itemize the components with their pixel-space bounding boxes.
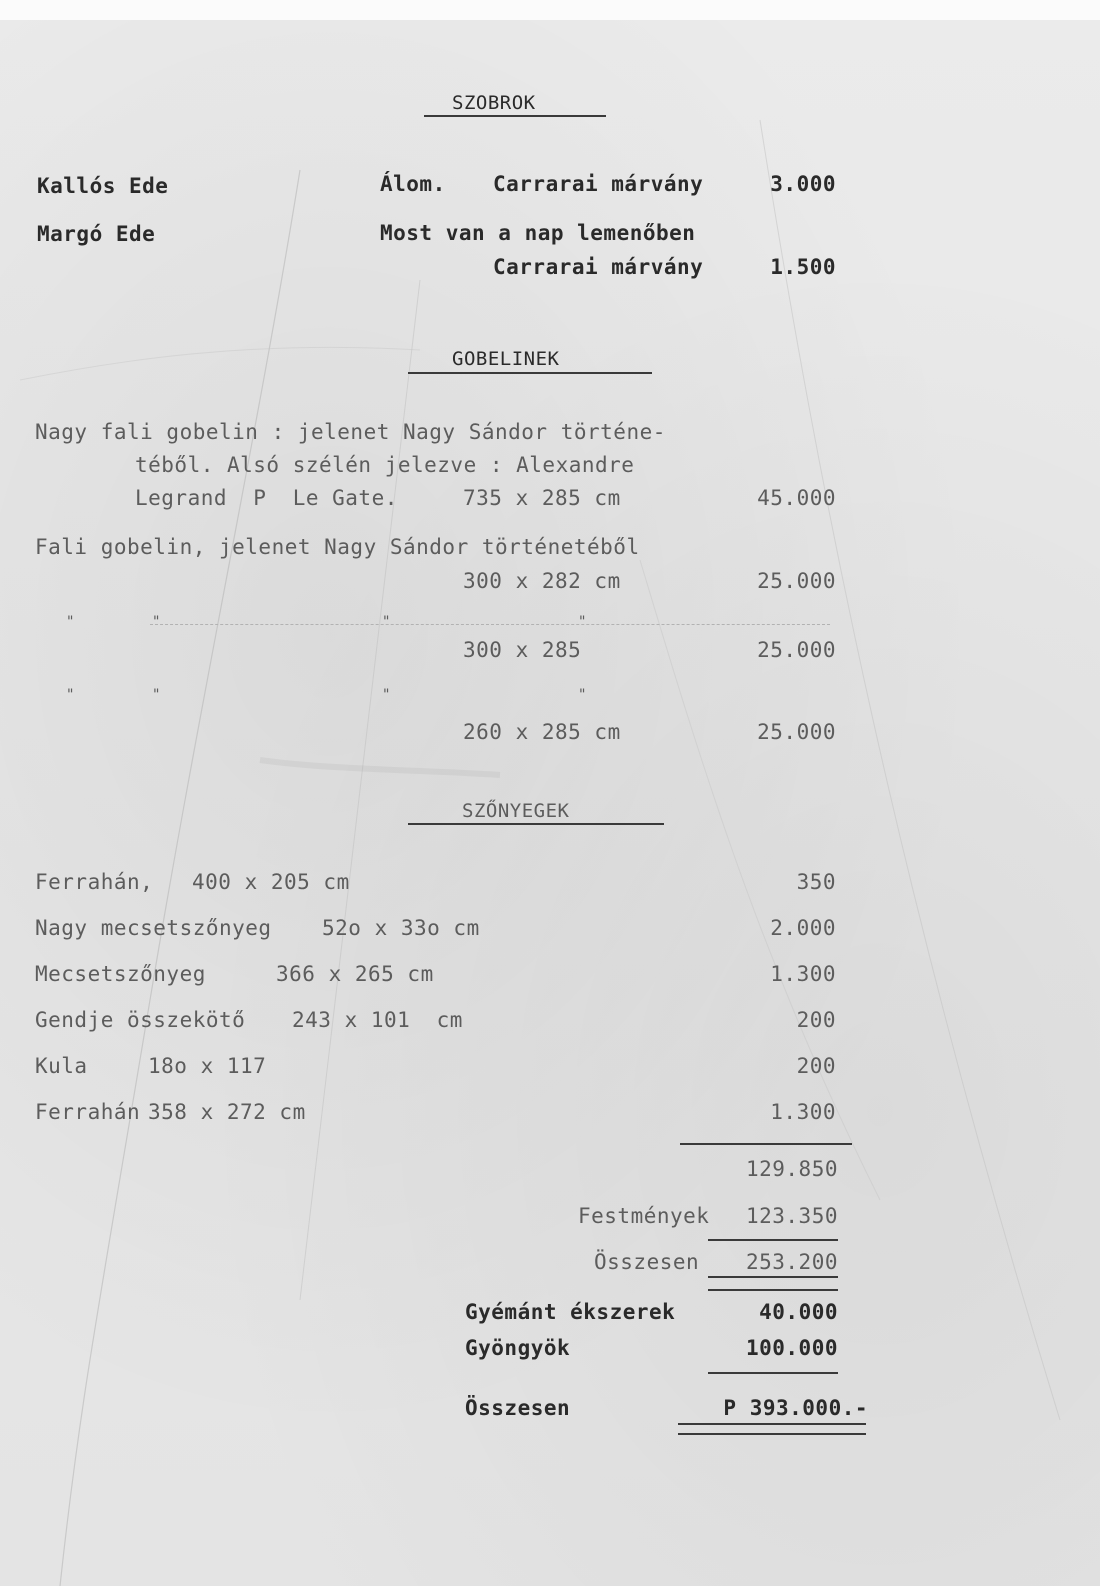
gyongyok-value: 100.000 (745, 1336, 838, 1360)
carpet-dimensions: 52o x 33o cm (322, 916, 480, 940)
price: 1.300 (770, 962, 836, 986)
sculpture-title: Most van a nap lemenőben (380, 221, 696, 245)
gyemant-value: 40.000 (759, 1300, 838, 1324)
price: 25.000 (757, 720, 836, 744)
sum-line (708, 1289, 838, 1291)
section-heading-szobrok: SZOBROK (452, 92, 536, 114)
tapestry-dimensions: 260 x 285 cm (463, 720, 621, 744)
sculpture-material: Carrarai márvány (493, 255, 704, 279)
tapestry-description: Nagy fali gobelin : jelenet Nagy Sándor történe- (35, 420, 666, 444)
tapestry-description: téből. Alsó szélén jelezve : Alexandre (135, 453, 635, 477)
grand-total-label: Összesen (465, 1396, 571, 1420)
sculpture-title: Álom. (380, 172, 446, 196)
sum-line (708, 1372, 838, 1374)
subtotal-value: 129.850 (745, 1157, 838, 1181)
grand-total-double-underline (678, 1423, 866, 1425)
tapestry-dimensions: 300 x 282 cm (463, 569, 621, 593)
section-heading-szonyegek: SZŐNYEGEK (462, 800, 570, 822)
ditto-mark: " (382, 614, 391, 630)
carpet-name: Ferrahán, (35, 870, 154, 894)
ditto-mark: " (66, 614, 75, 630)
heading-underline (424, 115, 606, 117)
price: 25.000 (757, 638, 836, 662)
heading-underline (408, 823, 664, 825)
price: 1.300 (770, 1100, 836, 1124)
sculpture-material: Carrarai márvány (493, 172, 704, 196)
carpet-dimensions: 400 x 205 cm (192, 870, 350, 894)
ditto-mark: " (66, 687, 75, 703)
carpet-dimensions: 243 x 101 cm (292, 1008, 463, 1032)
tapestry-description: Legrand P Le Gate. (135, 486, 398, 510)
price: 350 (796, 870, 836, 894)
tapestry-dimensions: 300 x 285 (463, 638, 582, 662)
festmenyek-label: Festmények (578, 1204, 710, 1228)
carpet-name: Nagy mecsetszőnyeg (35, 916, 272, 940)
osszesen-label: Összesen (594, 1250, 700, 1274)
osszesen-value: 253.200 (745, 1250, 838, 1274)
carpet-dimensions: 18o x 117 (148, 1054, 267, 1078)
carpet-name: Ferrahán (35, 1100, 141, 1124)
price: 1.500 (770, 255, 836, 279)
festmenyek-value: 123.350 (745, 1204, 838, 1228)
fold-line (150, 624, 830, 625)
price: 200 (796, 1008, 836, 1032)
carpet-name: Kula (35, 1054, 88, 1078)
artist-name: Kallós Ede (37, 174, 169, 198)
ditto-mark: " (152, 614, 161, 630)
carpet-name: Gendje összekötő (35, 1008, 246, 1032)
gyongyok-label: Gyöngyök (465, 1336, 571, 1360)
gyemant-label: Gyémánt ékszerek (465, 1300, 676, 1324)
heading-underline (408, 372, 652, 374)
ditto-mark: " (382, 687, 391, 703)
section-heading-gobelinek: GOBELINEK (452, 348, 560, 370)
price: 3.000 (770, 172, 836, 196)
carpet-dimensions: 366 x 265 cm (276, 962, 434, 986)
price: 25.000 (757, 569, 836, 593)
ditto-mark: " (152, 687, 161, 703)
tapestry-description: Fali gobelin, jelenet Nagy Sándor történetéből (35, 535, 640, 559)
price: 2.000 (770, 916, 836, 940)
artist-name: Margó Ede (37, 222, 156, 246)
grand-total-value: P 393.000.- (723, 1396, 868, 1420)
grand-total-double-underline (678, 1433, 866, 1435)
scan-top-margin (0, 0, 1100, 20)
price: 45.000 (757, 486, 836, 510)
sum-line (708, 1276, 838, 1278)
carpet-name: Mecsetszőnyeg (35, 962, 206, 986)
sum-line (680, 1143, 852, 1145)
tapestry-dimensions: 735 x 285 cm (463, 486, 621, 510)
ditto-mark: " (578, 687, 587, 703)
carpet-dimensions: 358 x 272 cm (148, 1100, 306, 1124)
price: 200 (796, 1054, 836, 1078)
sum-line (708, 1239, 838, 1241)
ditto-mark: " (578, 614, 587, 630)
